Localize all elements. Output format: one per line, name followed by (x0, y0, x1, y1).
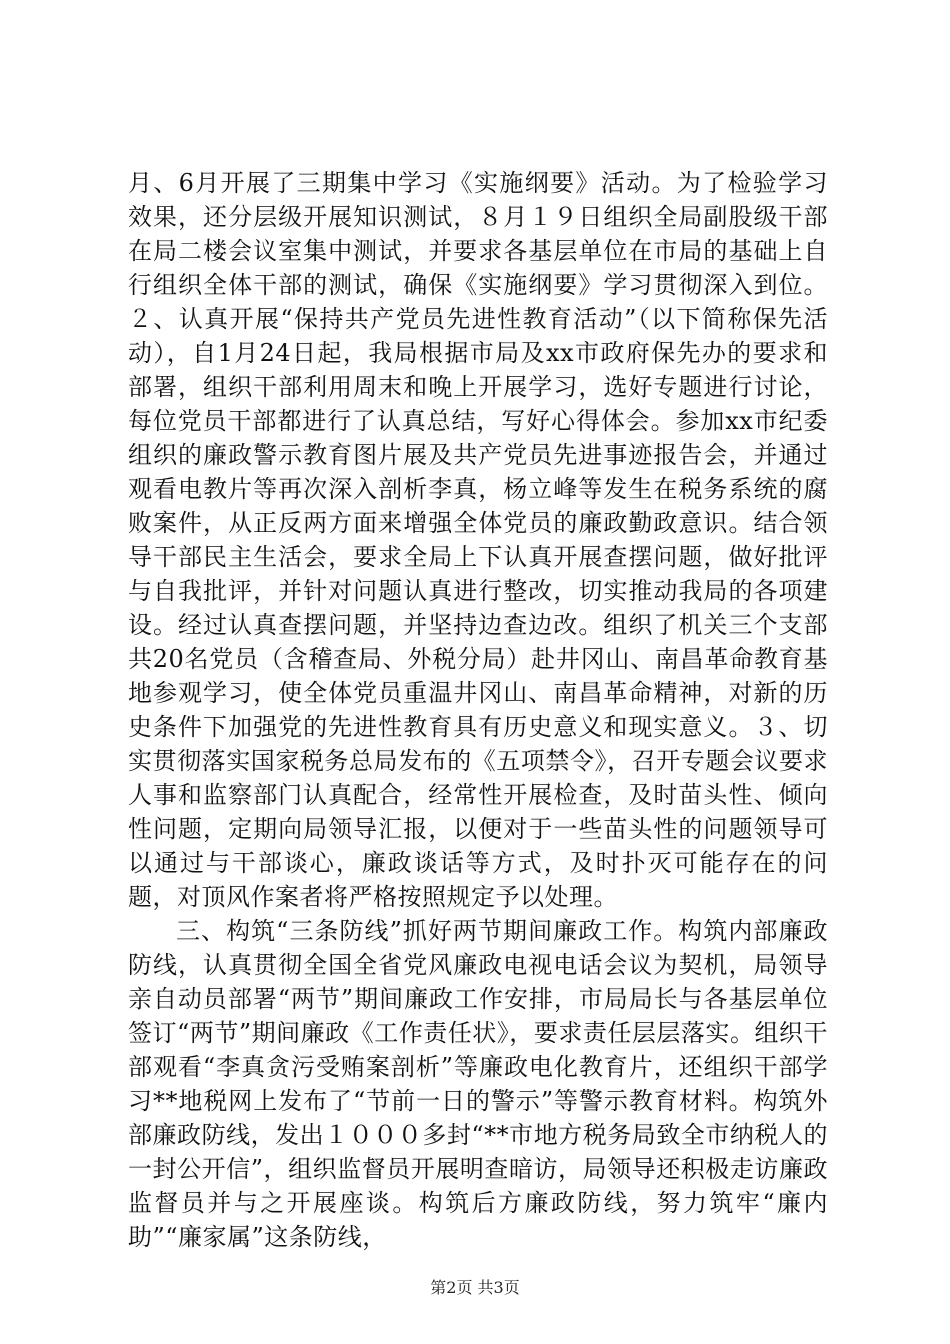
paragraph-2: 三、构筑“三条防线”抓好两节期间廉政工作。构筑内部廉政防线，认真贯彻全国全省党风廉政电视电话会议为契机，局领导亲自动员部署“两节”期间廉政工作安排，市局局长与各基层单位签订“两节”期间廉政《工作责任状》，要求责任层层落实。组织干部观看“李真贪污受贿案剖析”等廉政电化教育片，还组织干部学习**地税网上发布了“节前一日的警示”等警示教育材料。构筑外部廉政防线，发出１０００多封“**市地方税务局致全市纳税人的一封公开信”，组织监督员开展明查暗访，局领导还积极走访廉政监督员并与之开展座谈。构筑后方廉政防线，努力筑牢“廉内助”“廉家属”这条防线， (128, 917, 828, 1251)
paragraph-1: 月、6月开展了三期集中学习《实施纲要》活动。为了检验学习效果，还分层级开展知识测试，８月１９日组织全局副股级干部在局二楼会议室集中测试，并要求各基层单位在市局的基础上自行组织全体干部的测试，确保《实施纲要》学习贯彻深入到位。２、认真开展“保持共产党员先进性教育活动”（以下简称保先活动），自1月24日起，我局根据市局及xx市政府保先办的要求和部署，组织干部利用周末和晚上开展学习，选好专题进行讨论，每位党员干部都进行了认真总结，写好心得体会。参加xx市纪委组织的廉政警示教育图片展及共产党员先进事迹报告会，并通过观看电教片等再次深入剖析李真，杨立峰等发生在税务系统的腐败案件，从正反两方面来增强全体党员的廉政勤政意识。结合领导干部民主生活会，要求全局上下认真开展查摆问题，做好批评与自我批评，并针对问题认真进行整改，切实推动我局的各项建设。经过认真查摆问题，并坚持边查边改。组织了机关三个支部共20名党员（含稽查局、外税分局）赴井冈山、南昌革命教育基地参观学习，使全体党员重温井冈山、南昌革命精神，对新的历史条件下加强党的先进性教育具有历史意义和现实意义。３、切实贯彻落实国家税务总局发布的《五项禁令》，召开专题会议要求人事和监察部门认真配合，经常性开展检查，及时苗头性、倾向性问题，定期向局领导汇报，以便对于一些苗头性的问题领导可以通过与干部谈心，廉政谈话等方式，及时扑灭可能存在的问题，对顶风作案者将严格按照规定予以处理。 (128, 169, 828, 911)
document-body (128, 166, 828, 1254)
page-footer: 第2页 共3页 (430, 1278, 520, 1297)
